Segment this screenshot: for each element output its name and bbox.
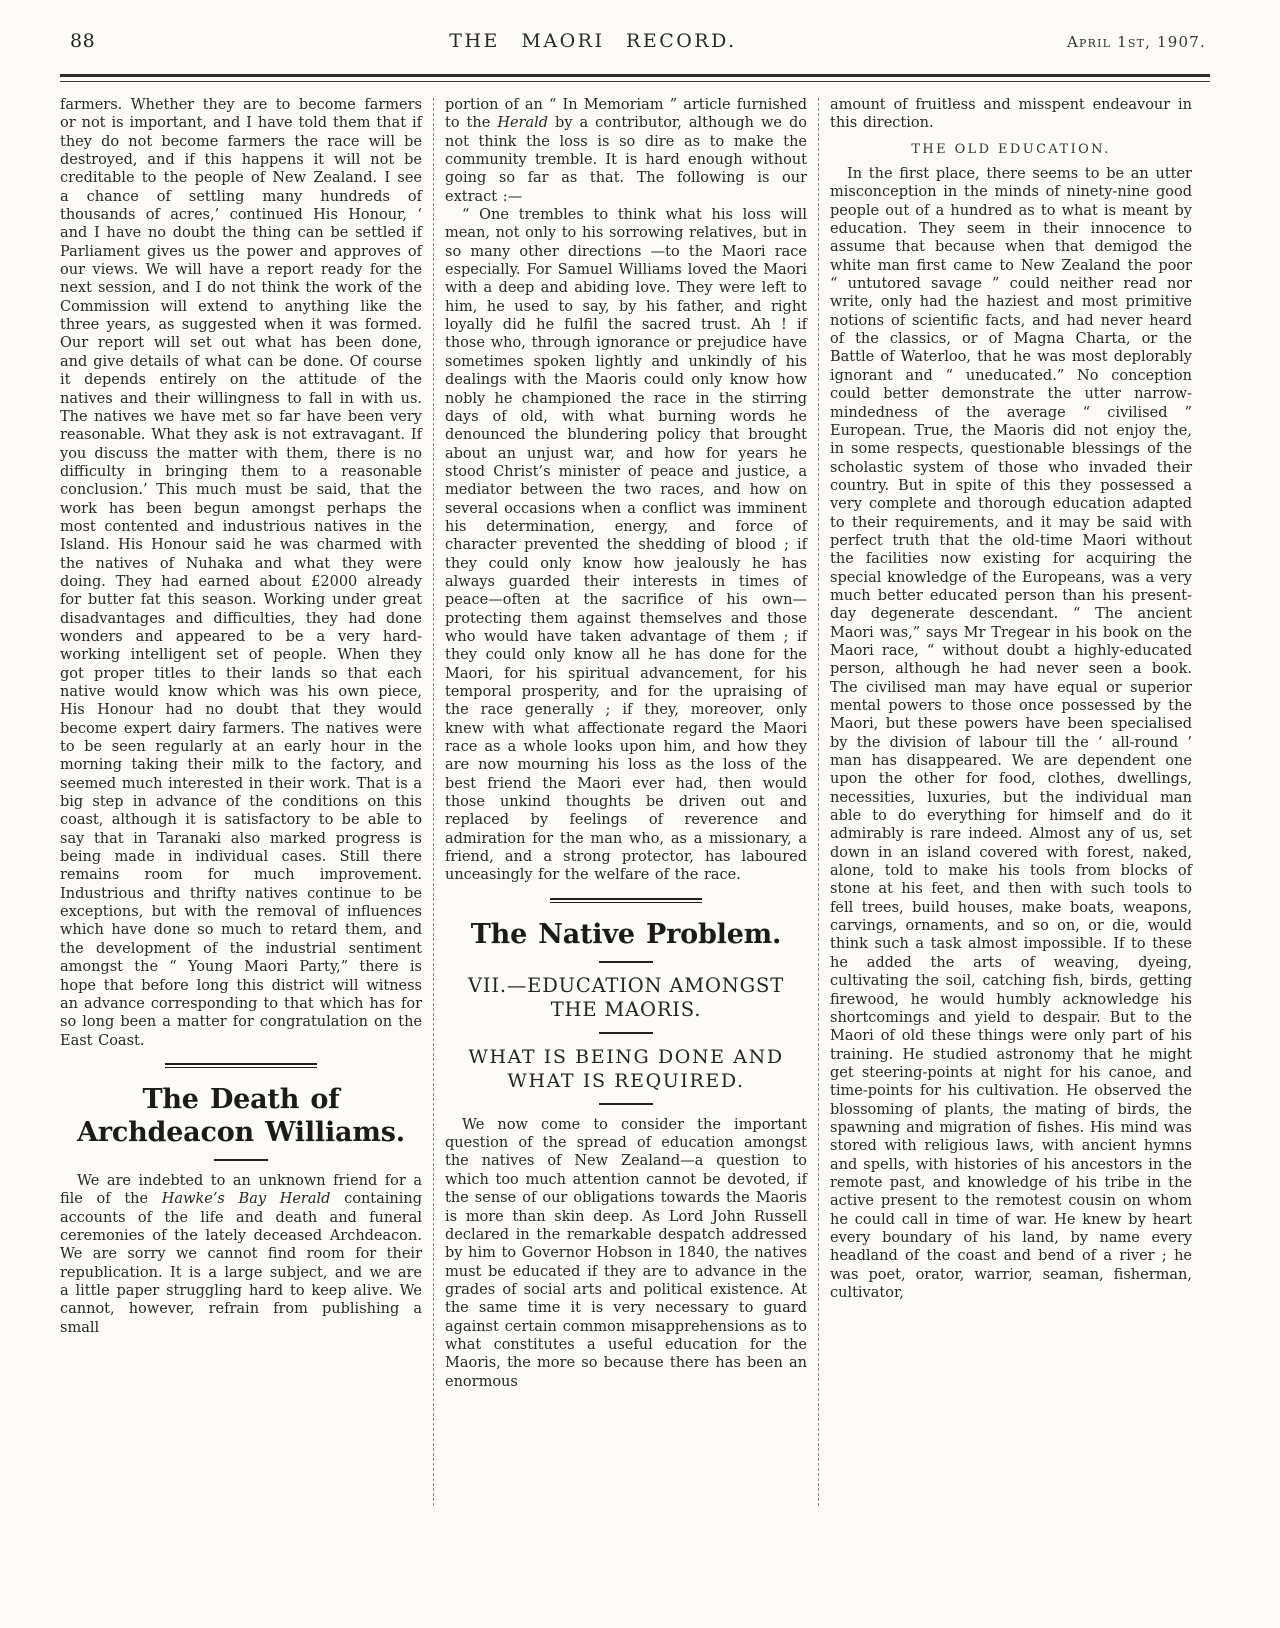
memoriam-extract-paragraph: “ One trembles to think what his loss will mean, not only to his sorrowing relatives, but in so many other directions —to the Maori race especially. For Samuel Williams loved the Maori with a deep and abiding love. They were left to him, he used to say, by his father, and right loyally did he fulfil the sacred trust. Ah ! if those who, through ignorance or prejudice have sometimes spoken lightly and unkindly of his dealings with the Maoris could only know how nobly he championed the race in the stirring days of old, with what burning words he denounced the blundering policy that brought about an unjust war, and how for years he stood Christ’s minister of peace and justice, a mediator between the two races, and how on several occasions when a conflict was imminent his determination, energy, and force of character prevented the shedding of blood ; if they could only know how jealously he has always guarded their interests in times of peace—often at the sacrifice of his own—protecting them against themselves and those who would have taken advantage of them ; if they could only know all he has done for the Maori, for his spiritual advancement, for his temporal prosperity, and for the upraising of the race generally ; if they, moreover, only knew with what affectionate regard the Maori race as a whole looks upon him, and how they are now mourning his loss as the loss of the best friend the Maori ever had, then would those unkind thoughts be driven out and replaced by feelings of reverence and admiration for the man who, as a missionary, a friend, and a strong protector, has laboured unceasingly for the welfare of the race. <box>445 207 807 884</box>
col3-continuation-paragraph: amount of fruitless and misspent endeavour in this direction. <box>830 97 1192 132</box>
column-2 <box>445 96 807 1566</box>
page-number: 88 <box>70 30 96 52</box>
col2-continuation-paragraph <box>445 96 807 206</box>
article-separator <box>165 1063 317 1068</box>
title-rule <box>214 1159 268 1161</box>
article-separator <box>550 898 702 903</box>
paragraph-text: containing accounts of the life and death and funeral ceremonies of the lately deceased Archdeacon. We are sorry we cannot find room for their republication. It is a large subject, and we are a little paper struggling hard to keep alive. We cannot, however, refrain from publishing a small <box>60 1191 422 1336</box>
paragraph-text: We are indebted to an unknown friend for a file of the <box>60 1172 422 1208</box>
italic-publication-name: Herald <box>497 115 549 132</box>
columns <box>60 96 1210 1566</box>
col1-continuation-paragraph: farmers. Whether they are to become farmers or not is important, and I have told them that if they do not become farmers the race will be destroyed, and if this happens it will not be creditable to the people of New Zealand. I see a chance of settling many hundreds of thousands of acres,’ continued His Honour, ‘ and I have no doubt the thing can be settled if Parliament gives us the power and approves of our views. We will have a report ready for the next session, and I do not think the work of the Commission will extend to anything like the three years, as suggested when it was formed. Our report will set out what has been done, and give details of what can be done. Of course it depends entirely on the attitude of the natives and their willingness to fall in with us. The natives we have met so far have been very reasonable. What they ask is not extravagant. If you discuss the matter with them, there is no difficulty in bringing them to a reasonable conclusion.’ This much must be said, that the work has been begun amongst perhaps the most contented and industrious natives in the Island. His Honour said he was charmed with the natives of Nuhaka and what they were doing. They had earned about £2000 already for butter fat this season. Working under great disadvantages and difficulties, they had done wonders and appeared to be a very hard-working intelligent set of people. When they got proper titles to their lands so that each native would know which was his own piece, His Honour had no doubt that they would become expert dairy farmers. The natives were to be seen regularly at an early hour in the morning taking their milk to the factory, and seemed much interested in their work. That is a big step in advance of the conditions on this coast, although it is satisfactory to be able to say that in Taranaki also marked progress is being made in individual cases. Still there remains room for much improvement. Industrious and thrifty natives continue to be exceptions, but with the removal of influences which have done so much to retard them, and the development of the industrial sentiment amongst the “ Young Maori Party,” there is hope that before long this district will witness an advance corresponding to that which has for so long been a matter for congratulation on the East Coast. <box>60 97 422 1049</box>
column-1 <box>60 96 422 1566</box>
title-rule <box>599 961 653 963</box>
subtitle-what-is-being-done: WHAT IS BEING DONE AND WHAT IS REQUIRED. <box>468 1045 784 1092</box>
masthead-rule <box>60 74 1210 82</box>
col2-article-paragraph: We now come to consider the important question of the spread of education amongst the natives of New Zealand—a question to which too much attention cannot be devoted, if the sense of our obligations towards the Maoris is more than skin deep. As Lord John Russell declared in the remarkable despatch addressed by him to Governor Hobson in 1840, the natives must be educated if they are to advance in the grades of social arts and political existence. At the same time it is very necessary to guard against certain common misapprehensions as to what constitutes a useful education for the Maoris, the more so because there has been an enormous <box>445 1116 807 1390</box>
column-separator <box>818 98 819 1506</box>
col3-article-paragraph: In the first place, there seems to be an utter misconception in the minds of ninety-nine good people out of a hundred as to what is meant by education. They seem in their innocence to assume that because when that demigod the white man first came to New Zealand the poor “ untutored savage ” could neither read nor write, only had the haziest and most primitive notions of scientific facts, and had never heard of the classics, or of Magna Charta, or the Battle of Waterloo, that he was most deplorably ignorant and “ uneducated.” No conception could better demonstrate the utter narrow-mindedness of the average “ civilised ” European. True, the Maoris did not enjoy the, in some respects, questionable blessings of the scholastic system of those who invaded their country. But in spite of this they possessed a very complete and thorough education adapted to their requirements, and it may be said with perfect truth that the old-time Maori without the facilities now existing for acquiring the special knowledge of the Europeans, was a very much better educated person than his present-day degenerate descendant. “ The ancient Maori was,” says Mr Tregear in his book on the Maori race, “ without doubt a highly-educated person, although he had never seen a book. The civilised man may have equal or superior mental powers to those once possessed by the Maori, but these powers have been specialised by the division of labour till the ‘ all-round ’ man has disappeared. We are dependent one upon the other for food, clothes, dwellings, necessities, luxuries, but the individual man able to do everything for himself and do it admirably is rare indeed. Almost any of us, set down in an island covered with forest, naked, alone, told to make his tools from blocks of stone at his feet, and then with such tools to fell trees, build houses, make boats, weapons, carvings, ornaments, and so on, or die, would think such a task almost impossible. If to these he added the arts of weaving, dyeing, cultivating the soil, catching fish, birds, getting firewood, he would humbly acknowledge his shortcomings and yield to despair. But to the Maori of old these things were only part of his training. He studied astronomy that he might get steering-points at night for his canoe, and time-points for his cultivation. He observed the blossoming of plants, the mating of birds, the spawning and migration of fishes. His mind was stored with religious laws, with ancient hymns and spells, with histories of his ancestors in the remote past, and knowledge of his tribe in the active present to the remotest cousin on whom he could call in time of war. He knew by heart every boundary of his land, by name every headland of the coast and bend of a river ; he was poet, orator, warrior, seaman, fisherman, cultivator, <box>830 166 1192 1301</box>
paper-title: THE MAORI RECORD. <box>449 30 737 52</box>
masthead <box>60 16 1210 62</box>
paragraph-text: by a contributor, although we do not think the loss is so dire as to make the community tremble. It is hard enough without going so far as that. The following is our extract :— <box>445 115 808 205</box>
article-title-death-of-archdeacon-williams: The Death of Archdeacon Williams. <box>77 1083 405 1148</box>
column-separator <box>433 98 434 1506</box>
col1-article-paragraph <box>60 1172 422 1337</box>
subtitle-education-amongst-maoris: VII.—EDUCATION AMONGST THE MAORIS. <box>467 973 785 1021</box>
subtitle-rule <box>599 1103 653 1105</box>
paragraph-text: portion of an “ In Memoriam ” article furnished to the <box>445 97 807 132</box>
italic-publication-name: Hawke’s Bay Herald <box>161 1191 331 1208</box>
column-3 <box>830 96 1192 1566</box>
section-heading-old-education: THE OLD EDUCATION. <box>911 141 1111 157</box>
subtitle-rule <box>599 1032 653 1034</box>
issue-date: April 1st, 1907. <box>1066 33 1206 51</box>
article-title-native-problem: The Native Problem. <box>470 918 782 950</box>
